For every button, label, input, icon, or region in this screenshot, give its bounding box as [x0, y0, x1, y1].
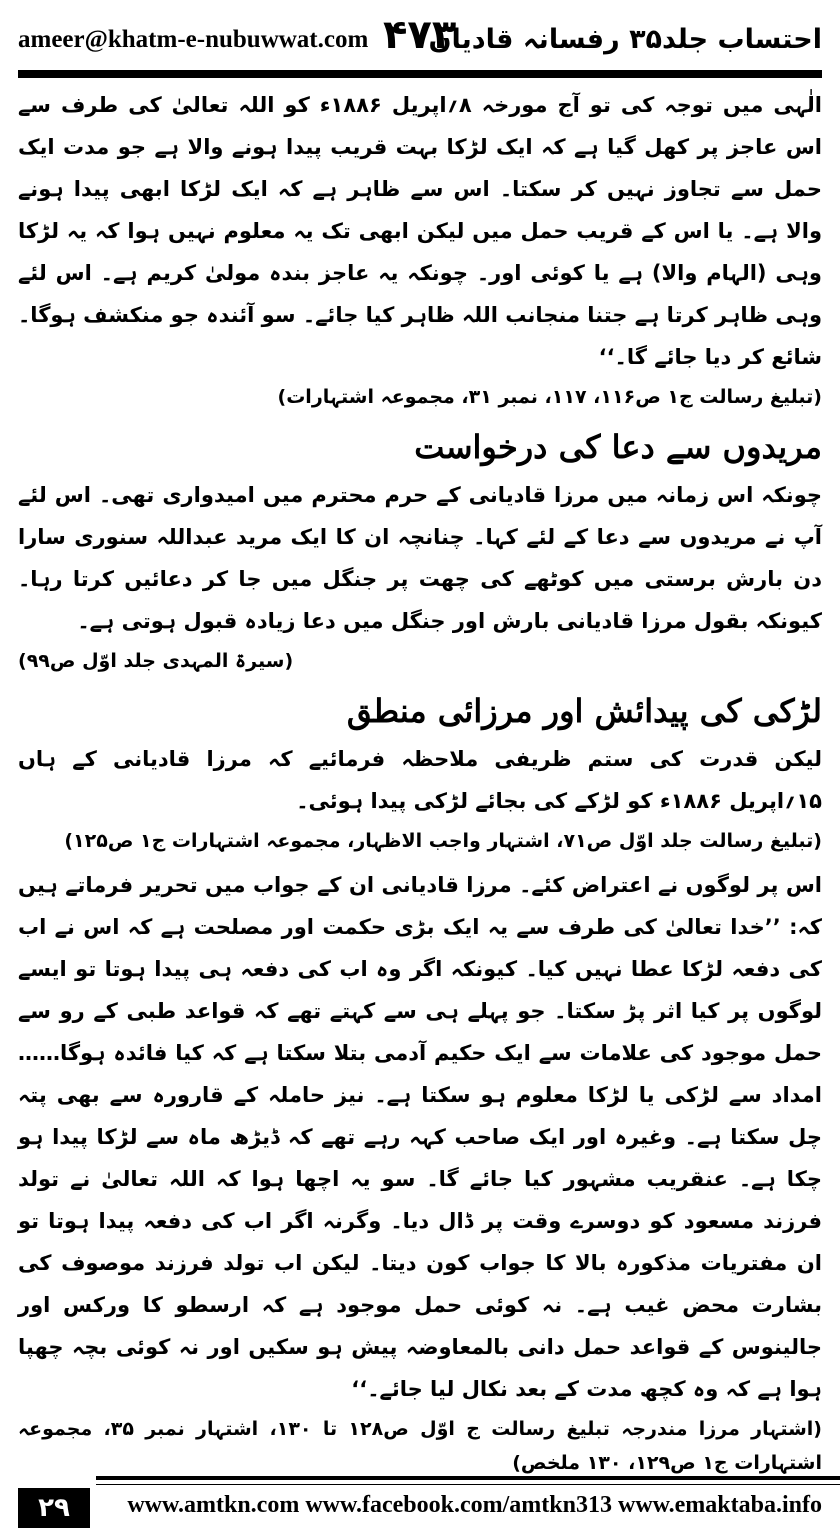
- section-heading-2: لڑکی کی پیدائش اور مرزائی منطق: [346, 692, 822, 730]
- reference-2: (سیرۃ المہدی جلد اوّل ص۹۹): [18, 650, 294, 672]
- paragraph-1: الٰہی میں توجہ کی تو آج مورخہ ۸؍اپریل ۱۸۸۶ء کو اللہ تعالیٰ کی طرف سے اس عاجز پر کھل گیا ہے کہ ایک لڑکا بہت قریب پیدا ہونے والا ہے جو مدت ایک حمل سے تجاوز نہیں کر سکتا۔ اس سے ظاہر ہے کہ ایک لڑکا ابھی پیدا ہونے والا ہے۔ یا اس کے قریب حمل میں لیکن ابھی تک یہ معلوم نہیں ہوا کہ یہ لڑکا وہی (الہام والا) ہے یا کوئی اور۔ چونکہ یہ عاجز بندہ مولیٰ کریم ہے۔ اس لئے وہی ظاہر کرتا ہے جتنا منجانب اللہ ظاہر کیا جائے۔ سو آئندہ جو منکشف ہوگا۔ شائع کر دیا جائے گا۔‘‘: [18, 93, 822, 369]
- paragraph-3: لیکن قدرت کی ستم ظریفی ملاحظہ فرمائیے کہ مرزا قادیانی کے ہاں ۱۵؍اپریل ۱۸۸۶ء کو لڑکے کی بجائے لڑکی پیدا ہوئی۔: [18, 747, 822, 813]
- page-footer: [18, 1488, 822, 1528]
- header-rule: [18, 70, 822, 78]
- paragraph-2: چونکہ اس زمانہ میں مرزا قادیانی کے حرم محترم میں امیدواری تھی۔ اس لئے آپ نے مریدوں سے دعا کے لئے کہا۔ چنانچہ ان کا ایک مرید عبداللہ سنوری سارا دن بارش برستی میں کوٹھے کی چھت پر جنگل میں جا کر دعائیں کرتا رہا۔ کیونکہ بقول مرزا قادیانی بارش اور جنگل میں دعا زیادہ قبول ہوتی ہے۔: [18, 483, 822, 633]
- page-content: [18, 84, 822, 1486]
- page-number: ۴۷۳: [383, 12, 457, 58]
- page-header: [18, 8, 822, 66]
- email-address: ameer@khatm-e-nubuwwat.com: [18, 26, 369, 53]
- reference-4: (اشتہار مرزا مندرجہ تبلیغ رسالت ج اوّل ص۱۲۸ تا ۱۳۰، اشتہار نمبر ۳۵، مجموعہ اشتہارات ج۱ ص۱۲۹، ۱۳۰ ملخص): [18, 1418, 822, 1474]
- reference-3: (تبلیغ رسالت جلد اوّل ص۷۱، اشتہار واجب الاظہار، مجموعہ اشتہارات ج۱ ص۱۲۵): [64, 830, 822, 852]
- book-title: احتساب جلد۳۵ رفسانہ قادیان: [428, 24, 822, 55]
- footer-links[interactable]: www.amtkn.com www.facebook.com/amtkn313 www.emaktaba.info: [127, 1492, 822, 1518]
- footer-page-number: ۲۹: [18, 1488, 90, 1528]
- footer-rule-thick: [96, 1476, 840, 1480]
- footer-rule-thin: [96, 1484, 840, 1485]
- reference-1: (تبلیغ رسالت ج۱ ص۱۱۶، ۱۱۷، نمبر ۳۱، مجموعہ اشتہارات): [277, 386, 822, 408]
- section-heading-1: مریدوں سے دعا کی درخواست: [414, 428, 822, 466]
- paragraph-4: اس پر لوگوں نے اعتراض کئے۔ مرزا قادیانی ان کے جواب میں تحریر فرماتے ہیں کہ: ’’خدا تعالیٰ کی طرف سے یہ ایک بڑی حکمت اور مصلحت ہے کہ اس نے اب کی دفعہ لڑکا عطا نہیں کیا۔ کیونکہ اگر وہ اب کی دفعہ ہی پیدا ہوتا تو ایسے لوگوں پر کیا اثر پڑ سکتا۔ جو پہلے ہی سے کہتے تھے کہ قواعد طبی کے رو سے حمل موجود کی علامات سے ایک حکیم آدمی بتلا سکتا ہے کہ کیا فائدہ ہوگا…… امداد سے لڑکی یا لڑکا معلوم ہو سکتا ہے۔ نیز حاملہ کے قارورہ سے بھی پتہ چل سکتا ہے۔ وغیرہ اور ایک صاحب کہہ رہے تھے کہ ڈیڑھ ماہ سے لڑکا پیدا ہو چکا ہے۔ عنقریب مشہور کیا جائے گا۔ سو یہ اچھا ہوا کہ اللہ تعالیٰ نے تولد فرزند مسعود کو دوسرے وقت پر ڈال دیا۔ وگرنہ اگر اب کی دفعہ پیدا ہوتا تو ان مفتریات مذکورہ بالا کا جواب کون دیتا۔ لیکن اب تولد فرزند موصوف کی بشارت محض غیب ہے۔ نہ کوئی حمل موجود ہے کہ ارسطو کا ورکس اور جالینوس کے قواعد حمل دانی بالمعاوضہ پیش ہو سکیں اور نہ کوئی بچہ چھپا ہوا ہے کہ وہ کچھ مدت کے بعد نکال لیا جائے۔‘‘: [18, 873, 822, 1401]
